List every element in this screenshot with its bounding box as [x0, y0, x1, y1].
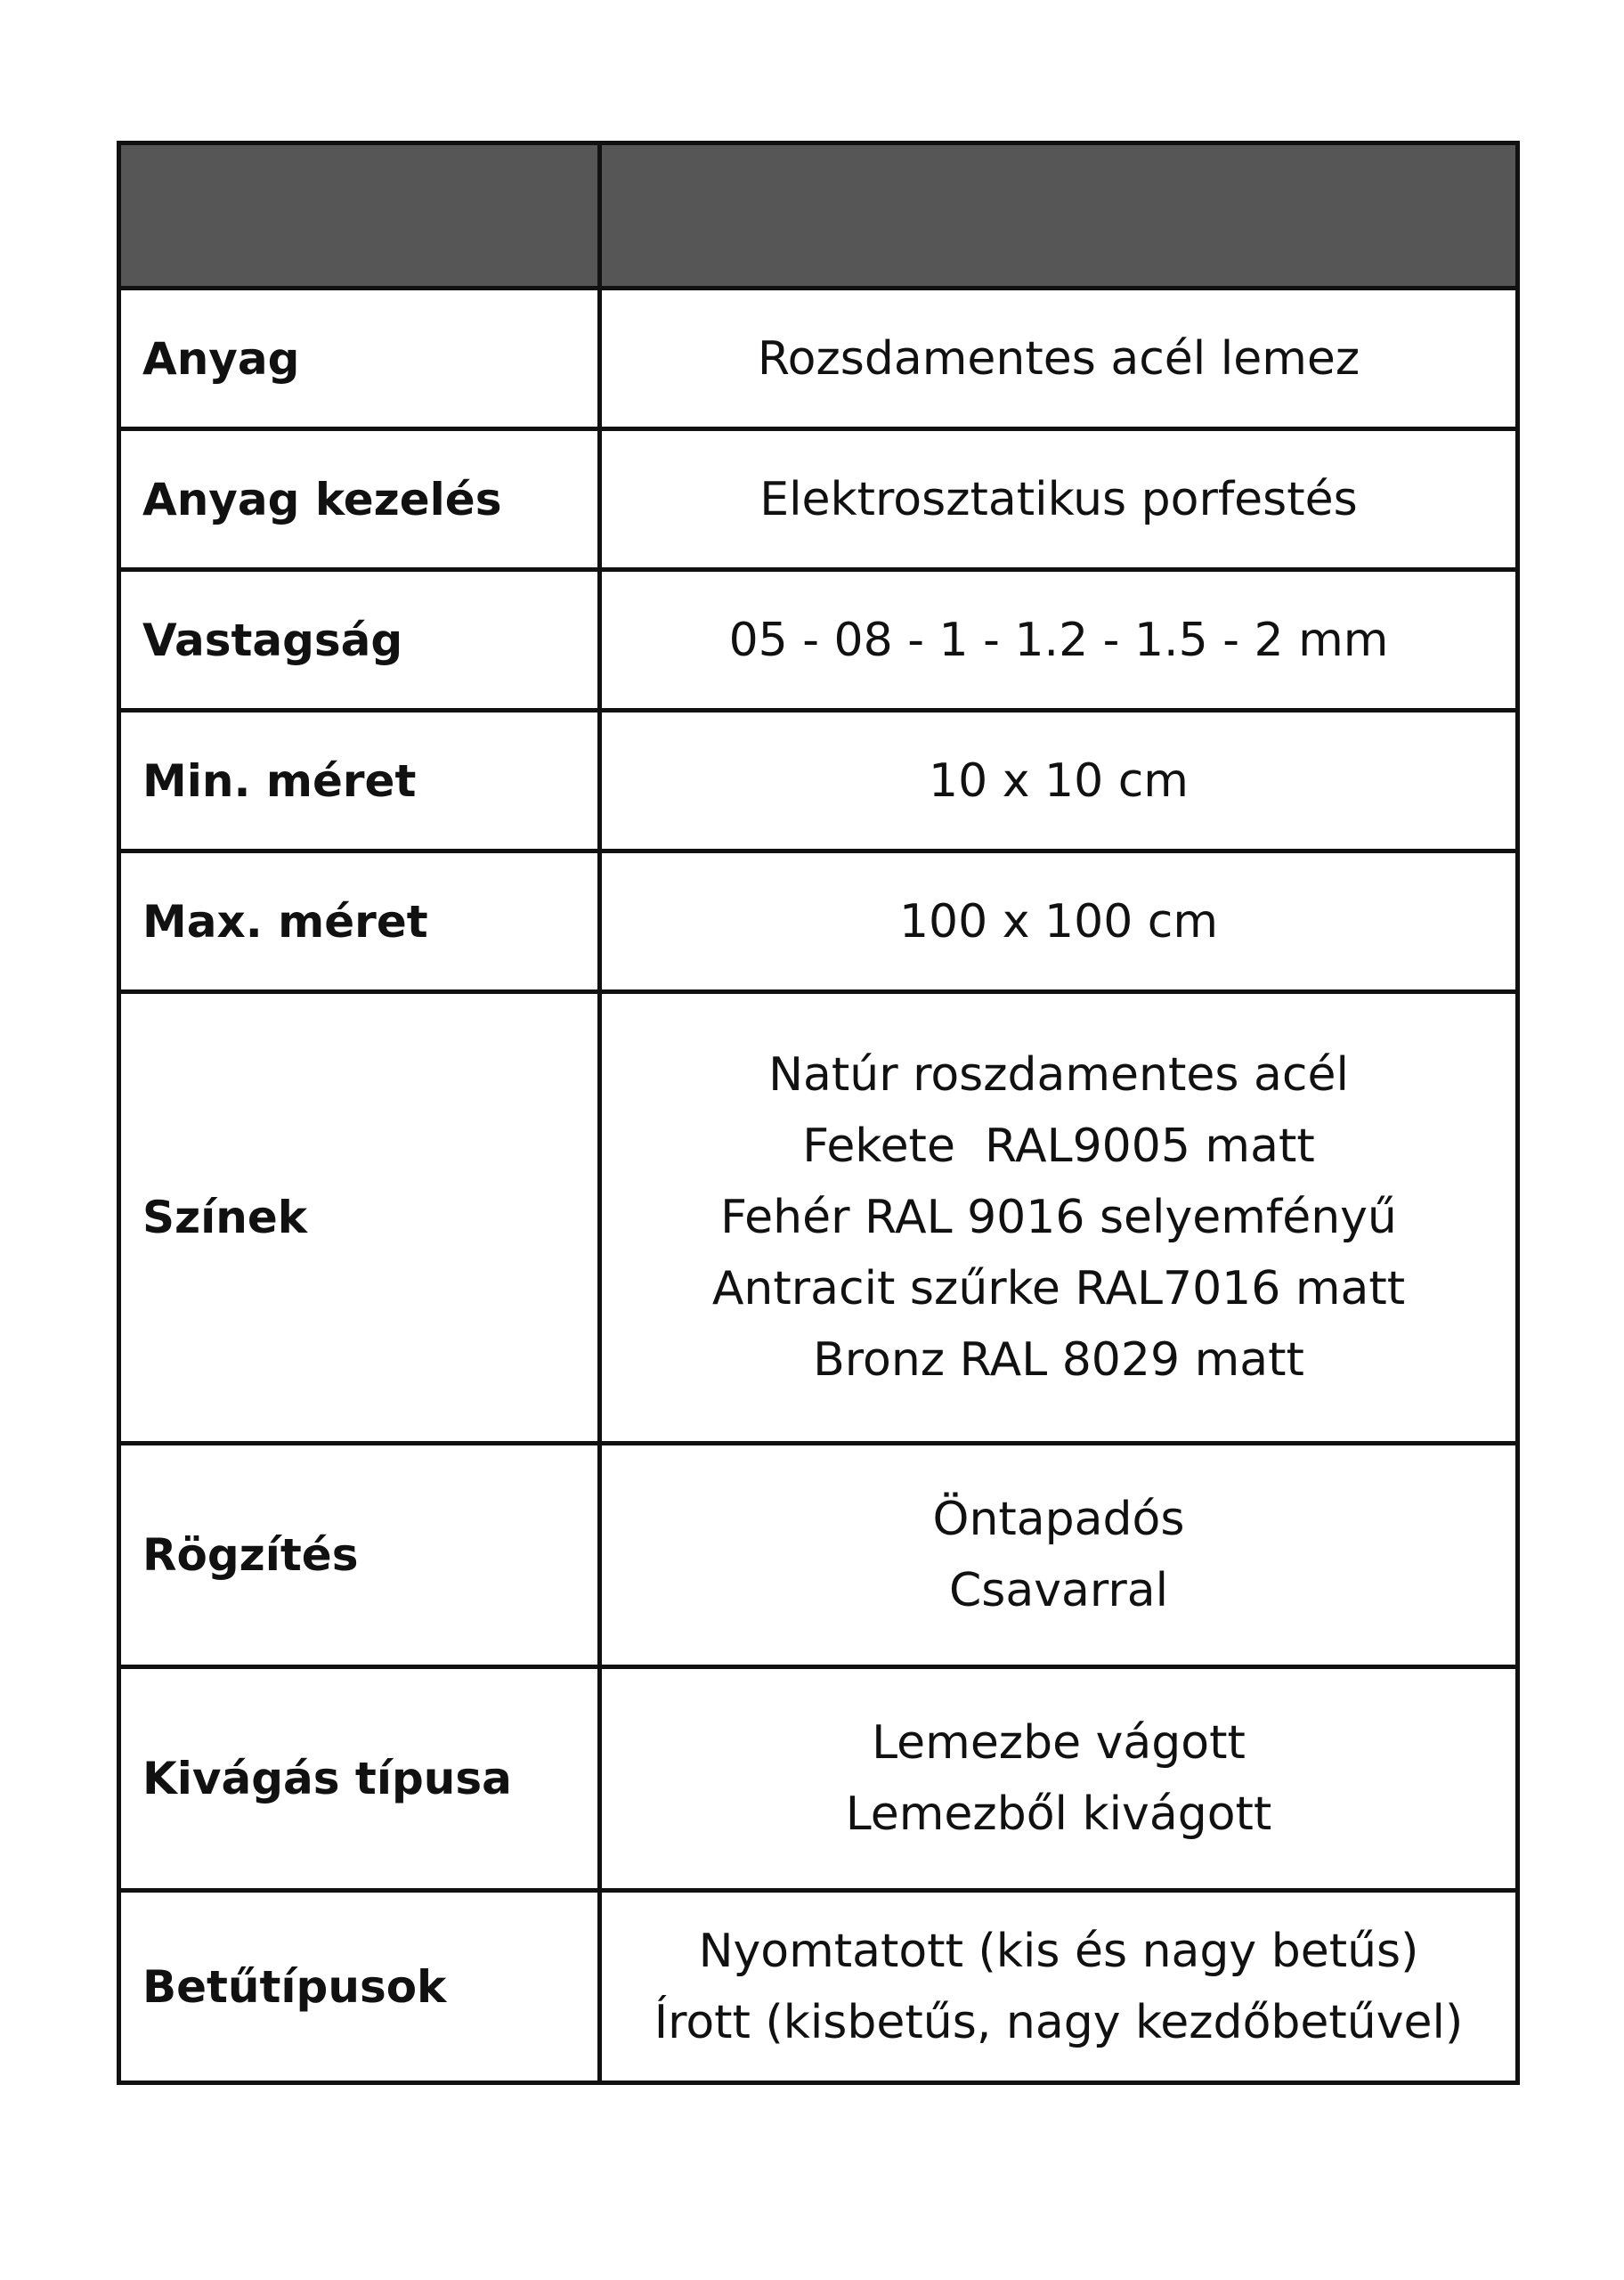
row-label: Min. méret	[119, 711, 600, 851]
spec-table	[117, 141, 1520, 2085]
table-row-colors	[119, 992, 1518, 1444]
row-label: Max. méret	[119, 851, 600, 992]
table-row-material	[119, 289, 1518, 429]
row-value	[600, 1667, 1518, 1891]
value-line: Elektrosztatikus porfestés	[759, 472, 1358, 526]
value-line: Antracit szűrke RAL7016 matt	[711, 1262, 1406, 1315]
row-label: Vastagság	[119, 570, 600, 711]
value-line: Fekete RAL9005 matt	[802, 1120, 1315, 1173]
value-line: Öntapadós	[932, 1493, 1185, 1546]
row-value	[600, 1891, 1518, 2083]
row-value	[600, 570, 1518, 711]
row-label: Színek	[119, 992, 600, 1444]
row-label: Betűtípusok	[119, 1891, 600, 2083]
header-value-cell	[600, 143, 1518, 289]
table-row-min-size	[119, 711, 1518, 851]
row-label: Kivágás típusa	[119, 1667, 600, 1891]
value-line: Nyomtatott (kis és nagy betűs)	[698, 1924, 1419, 1978]
value-line: Írott (kisbetűs, nagy kezdőbetűvel)	[654, 1995, 1464, 2049]
row-value	[600, 711, 1518, 851]
table-row-treatment	[119, 429, 1518, 570]
value-line: 10 x 10 cm	[929, 753, 1189, 808]
value-line: Csavarral	[948, 1564, 1169, 1617]
value-line: Natúr roszdamentes acél	[768, 1048, 1349, 1102]
value-line: 100 x 100 cm	[898, 894, 1219, 949]
value-line: Lemezbe vágott	[872, 1716, 1246, 1770]
table-row-fonts	[119, 1891, 1518, 2083]
value-line: Rozsdamentes acél lemez	[757, 331, 1360, 386]
table-row-fixing	[119, 1444, 1518, 1667]
value-line: Lemezből kivágott	[845, 1787, 1272, 1841]
header-label-cell	[119, 143, 600, 289]
row-value	[600, 429, 1518, 570]
row-value	[600, 1444, 1518, 1667]
row-value	[600, 289, 1518, 429]
value-line: Bronz RAL 8029 matt	[813, 1333, 1304, 1387]
value-line: 05 - 08 - 1 - 1.2 - 1.5 - 2 mm	[728, 613, 1389, 667]
value-line: Fehér RAL 9016 selyemfényű	[720, 1191, 1397, 1244]
row-label: Anyag	[119, 289, 600, 429]
table-row-thickness	[119, 570, 1518, 711]
table-row-max-size	[119, 851, 1518, 992]
row-label: Rögzítés	[119, 1444, 600, 1667]
row-value	[600, 851, 1518, 992]
row-value	[600, 992, 1518, 1444]
row-label: Anyag kezelés	[119, 429, 600, 570]
table-header-row	[119, 143, 1518, 289]
table-row-cut-type	[119, 1667, 1518, 1891]
